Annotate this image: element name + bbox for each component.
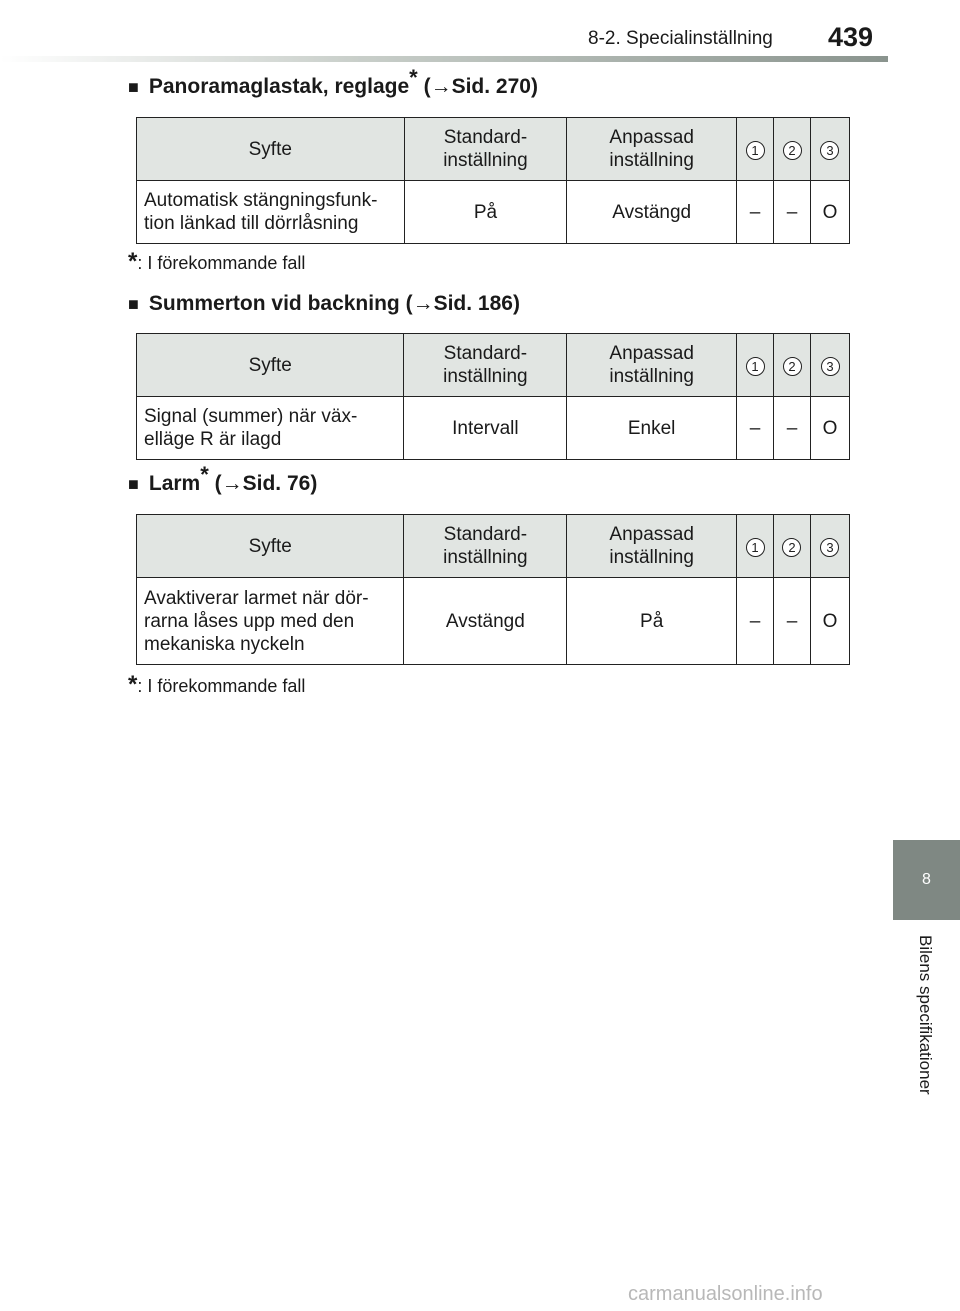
cell-3: O [810, 578, 849, 665]
settings-table-panoramaglastak [136, 117, 850, 244]
cell-1: – [737, 181, 774, 244]
circled-1-icon: 1 [746, 538, 765, 557]
chapter-tab-label: Bilens specifikationer [916, 935, 935, 1095]
table-header-row [137, 515, 850, 578]
cell-default: Avstängd [404, 578, 567, 665]
cell-3: O [811, 397, 850, 460]
col-header-2 [774, 515, 811, 578]
col-header-purpose: Syfte [137, 515, 404, 578]
page-number: 439 [828, 22, 874, 52]
table-header-row [137, 334, 850, 397]
table-row [137, 397, 850, 460]
cell-3: O [810, 181, 849, 244]
circled-1-icon: 1 [746, 357, 765, 376]
section-heading-larm: ■ Larm* (→Sid. 76) [128, 462, 318, 495]
footnote [128, 671, 306, 698]
col-header-3 [810, 118, 849, 181]
square-bullet-icon: ■ [128, 474, 139, 494]
col-header-3 [811, 334, 850, 397]
heading-title: Larm [148, 472, 201, 495]
heading-page-ref: Sid. 186) [433, 292, 520, 315]
col-header-purpose: Syfte [137, 118, 405, 181]
cell-purpose: Signal (summer) när väx- elläge R är ilagd [137, 397, 404, 460]
settings-table-summerton [136, 333, 850, 460]
settings-table-larm [136, 514, 850, 665]
col-header-default: Standard- inställning [404, 118, 567, 181]
cell-1: – [737, 397, 774, 460]
table-header-row [137, 118, 850, 181]
table-row [137, 578, 850, 665]
cell-custom: På [567, 578, 737, 665]
col-header-2 [774, 118, 811, 181]
heading-page-ref: Sid. 76) [242, 472, 318, 495]
footnote-text: : I förekommande fall [137, 253, 306, 273]
cell-2: – [774, 181, 811, 244]
heading-page-ref: Sid. 270) [451, 75, 538, 98]
circled-2-icon: 2 [783, 357, 802, 376]
heading-title: Panoramaglastak, reglage [148, 75, 410, 98]
watermark: carmanualsonline.info [628, 1283, 823, 1305]
cell-purpose: Avaktiverar larmet när dör- rarna låses upp med den mekaniska nyckeln [137, 578, 404, 665]
footnote-text: : I förekommande fall [137, 676, 306, 696]
chapter-tab [893, 840, 960, 920]
circled-3-icon: 3 [821, 357, 840, 376]
col-header-purpose: Syfte [137, 334, 404, 397]
cell-default: På [404, 181, 567, 244]
square-bullet-icon: ■ [128, 77, 139, 97]
circled-3-icon: 3 [820, 141, 839, 160]
header-rule [0, 56, 888, 62]
square-bullet-icon: ■ [128, 294, 139, 314]
col-header-default: Standard- inställning [404, 334, 567, 397]
cell-1: – [737, 578, 774, 665]
cell-default: Intervall [404, 397, 567, 460]
col-header-custom: Anpassad inställning [567, 334, 737, 397]
col-header-custom: Anpassad inställning [567, 515, 737, 578]
section-heading-panoramaglastak: ■ Panoramaglastak, reglage* (→Sid. 270) [128, 65, 538, 98]
circled-2-icon: 2 [783, 141, 802, 160]
heading-title: Summerton vid backning [148, 292, 400, 315]
circled-3-icon: 3 [820, 538, 839, 557]
section-heading-summerton: ■ Summerton vid backning (→Sid. 186) [128, 292, 520, 315]
circled-1-icon: 1 [746, 141, 765, 160]
col-header-1 [737, 334, 774, 397]
cell-custom: Enkel [567, 397, 737, 460]
col-header-1 [737, 118, 774, 181]
col-header-2 [774, 334, 811, 397]
arrow-icon: → [221, 472, 243, 495]
asterisk-mark: * [409, 65, 418, 90]
asterisk-mark: * [128, 671, 138, 698]
cell-2: – [774, 397, 811, 460]
arrow-icon: → [412, 292, 434, 315]
table-row [137, 181, 850, 244]
asterisk-mark: * [128, 248, 138, 275]
chapter-tab-number: 8 [922, 871, 931, 888]
header-section-title: 8-2. Specialinställning [588, 28, 773, 49]
arrow-icon: → [430, 75, 452, 98]
cell-2: – [774, 578, 811, 665]
col-header-3 [810, 515, 849, 578]
footnote [128, 248, 306, 275]
col-header-custom: Anpassad inställning [567, 118, 737, 181]
cell-custom: Avstängd [567, 181, 737, 244]
circled-2-icon: 2 [782, 538, 801, 557]
asterisk-mark: * [200, 462, 209, 487]
col-header-default: Standard- inställning [404, 515, 567, 578]
cell-purpose: Automatisk stängningsfunk- tion länkad till dörrlåsning [137, 181, 405, 244]
col-header-1 [737, 515, 774, 578]
